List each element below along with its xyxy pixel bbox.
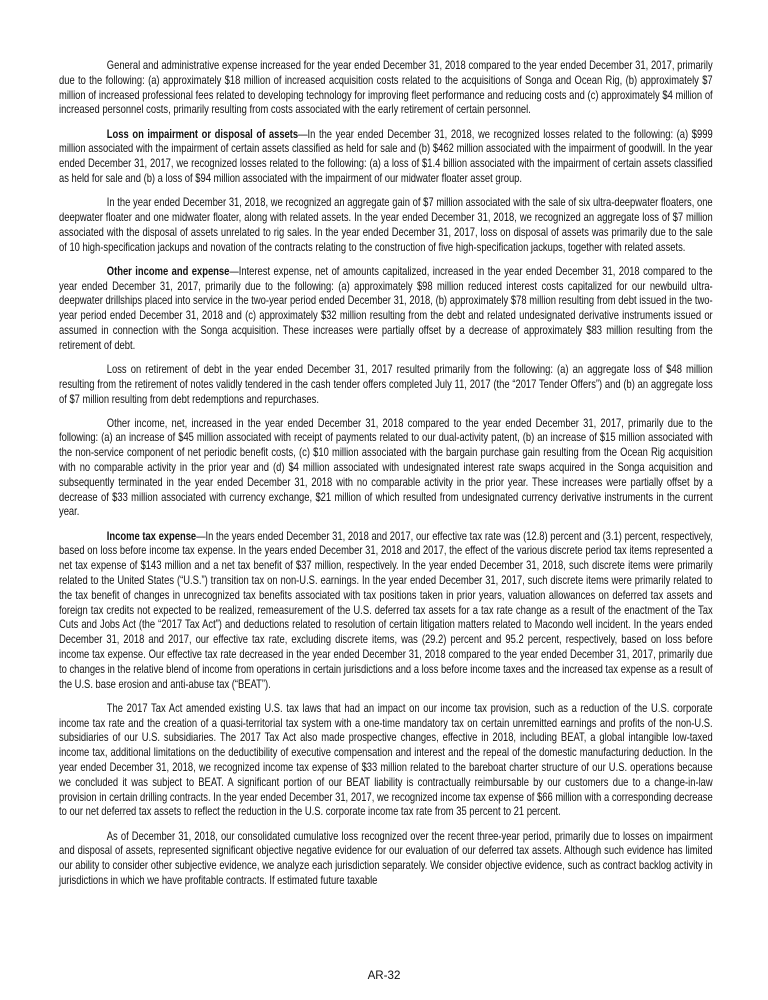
document-body (59, 59, 713, 889)
paragraph-cumulative-loss (59, 830, 713, 889)
paragraph-rig-sales (59, 196, 713, 255)
section-heading: Income tax expense (106, 529, 197, 543)
paragraph-loss-on-impairment (59, 128, 713, 187)
paragraph-income-tax-expense (59, 530, 713, 693)
paragraph-other-income-net (59, 417, 713, 521)
paragraph-text: The 2017 Tax Act amended existing U.S. tax laws that had an impact on our income tax provision, such as a reduction of the U.S. corporate income tax rate and the creation of a quasi-territorial tax system with a one-time mandatory tax on certain unremitted earnings and profits of the non-U.S. subsidiaries of our U.S. subsidiaries. The 2017 Tax Act also made prospective changes, effective in 2018, including BEAT, a global intangible low-taxed income tax, additional limitations on the deductibility of executive compensation and interest and the repeal of the domestic manufacturing deduction. In the year ended December 31, 2018, we recognized income tax expense of $33 million related to the bareboat charter structure of our U.S. operations because we concluded it was subject to BEAT. A significant portion of our BEAT liability is contractually reimbursable by our customers due to a change-in-law provision in certain drilling contracts. In the year ended December 31, 2017, we recognized income tax expense of $66 million with a corresponding decrease to our net deferred tax assets to reflect the reduction in the U.S. corporate income tax rate from 35 percent to 21 percent. (59, 701, 713, 819)
page-number: AR-32 (367, 969, 401, 982)
paragraph-loss-on-retirement-of-debt (59, 363, 713, 407)
paragraph-text: —In the years ended December 31, 2018 and 2017, our effective tax rate was (12.8) percent and (3.1) percent, respectively, based on loss before income tax expense. In the years ended December 31, 2018 and 2017, the effect of the various discrete period tax items represented a net tax expense of $143 million and a net tax benefit of $37 million, respectively. In the year ended December 31, 2018, such discrete items were primarily related to the United States (“U.S.”) transition tax on non-U.S. earnings. In the year ended December 31, 2017, such discrete items were primarily related to the tax benefit of changes in unrecognized tax benefits associated with tax positions taken in prior years, valuation allowances on deferred tax assets and foreign tax credits not expected to be realized, remeasurement of the U.S. deferred tax assets for a tax rate change as a result of the enactment of the Tax Cuts and Jobs Act (the “2017 Tax Act”) and deductions related to resolution of certain litigation matters related to Macondo well incident. In the years ended December 31, 2018 and 2017, our effective tax rate, excluding discrete items, was (29.2) percent and 95.2 percent, respectively, based on loss before income tax expense. Our effective tax rate decreased in the year ended December 31, 2018 compared to the year ended December 31, 2017, primarily due to changes in the relative blend of income from operations in certain jurisdictions and a loss before income taxes and the increased tax expense as a result of the U.S. base erosion and anti-abuse tax (“BEAT”). (59, 529, 713, 691)
paragraph-text: As of December 31, 2018, our consolidated cumulative loss recognized over the recent three-year period, primarily due to losses on impairment and disposal of assets, represented significant objective negative evidence for our evaluation of our deferred tax assets. Although such evidence has limited our ability to consider other subjective evidence, we analyze each jurisdiction separately. We consider objective evidence, such as contract backlog activity in jurisdictions in which we have profitable contracts. If estimated future taxable (59, 829, 713, 887)
document-page (59, 59, 713, 898)
paragraph-text: Other income, net, increased in the year ended December 31, 2018 compared to the year ended December 31, 2017, primarily due to the following: (a) an increase of $45 million associated with receipt of payments related to our dual-activity patent, (b) an increase of $15 million associated with the non-service component of net periodic benefit costs, (c) $10 million associated with the bargain purchase gain resulting from the Ocean Rig acquisition with no comparable activity in the prior year and (d) $4 million associated with undesignated interest rate swaps acquired in the Songa acquisition and subsequently terminated in the year ended December 31, 2018 with no comparable activity in the prior year. These increases were partially offset by a decrease of $33 million associated with currency exchange, $21 million of which resulted from undesignated currency derivative instruments in the current year. (59, 416, 713, 519)
paragraph-text: Loss on retirement of debt in the year ended December 31, 2017 resulted primarily from the following: (a) an aggregate loss of $48 million resulting from the retirement of notes validly tendered in the cash tender offers completed July 11, 2017 (the “2017 Tender Offers”) and (b) an aggregate loss of $7 million resulting from debt redemptions and repurchases. (59, 362, 713, 406)
paragraph-text: General and administrative expense increased for the year ended December 31, 2018 compared to the year ended December 31, 2017, primarily due to the following: (a) approximately $18 million of increased acquisition costs related to the acquisitions of Songa and Ocean Rig, (b) approximately $7 million of increased professional fees related to developing technology for improving fleet performance and reducing costs and (c) approximately $4 million of increased personnel costs, primarily resulting from costs associated with the early retirement of certain personnel. (59, 59, 713, 117)
paragraph-tax-act (59, 702, 713, 820)
paragraph-text: In the year ended December 31, 2018, we recognized an aggregate gain of $7 million associated with the sale of six ultra-deepwater floaters, one deepwater floater and one midwater floater, along with related assets. In the year ended December 31, 2018, we recognized an aggregate loss of $7 million associated with the disposal of assets unrelated to rig sales. In the year ended December 31, 2017, loss on disposal of assets was primarily due to the sale of 10 high-specification jackups and novation of the contracts relating to the construction of five high-specification jackups, together with related assets. (59, 196, 713, 254)
section-heading: Loss on impairment or disposal of assets (106, 127, 299, 141)
paragraph-ga-expense (59, 59, 713, 118)
paragraph-other-income-expense (59, 265, 713, 354)
section-heading: Other income and expense (106, 264, 230, 278)
paragraph-text: —Interest expense, net of amounts capitalized, increased in the year ended December 31, 2018 compared to the year ended December 31, 2017, primarily due to the following: (a) approximately $98 million reduced interest costs capitalized for our newbuild ultra-deepwater drillships placed into service in the two-year period ended December 31, 2018, (b) approximately $78 million resulting from debt issued in the two-year period ended December 31, 2018 and (c) approximately $32 million resulting from the debt and related undesignated derivative instruments issued or assumed in connection with the Songa acquisition. These increases were partially offset by a decrease of approximately $83 million resulting from the retirement of debt. (59, 264, 713, 352)
paragraph-text: —In the year ended December 31, 2018, we recognized losses related to the following: (a) $999 million associated with the impairment of certain assets classified as held for sale and (b) $462 million associated with the impairment of goodwill. In the year ended December 31, 2017, we recognized losses related to the following: (a) a loss of $1.4 billion associated with the impairment of certain assets classified as held for sale and (b) a loss of $94 million associated with the impairment of our midwater floater asset group. (59, 127, 713, 185)
